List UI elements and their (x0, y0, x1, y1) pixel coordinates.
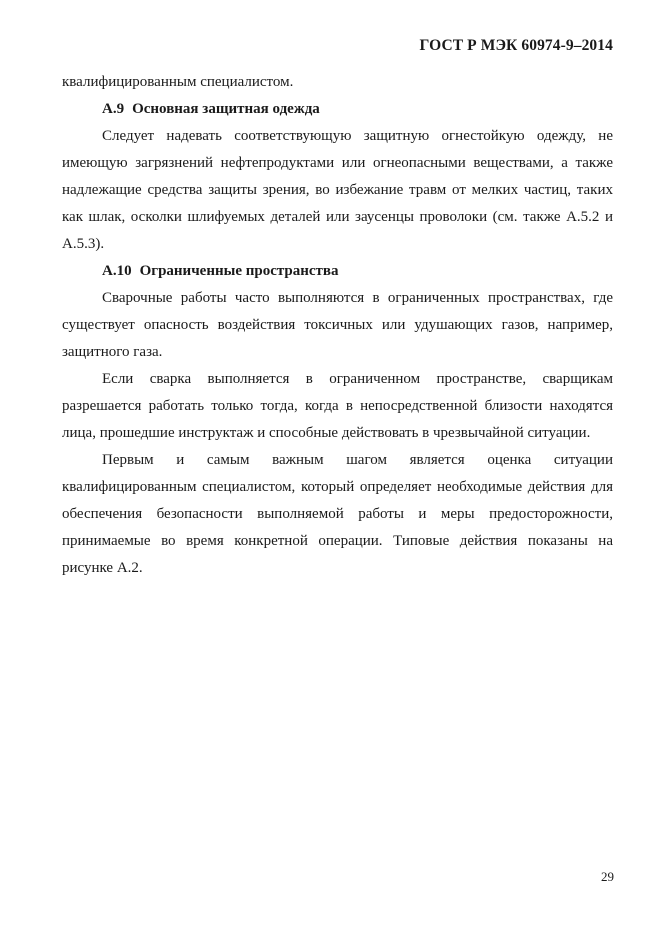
paragraph: Если сварка выполняется в ограниченном пространстве, сварщикам разрешается работать только тогда, когда в непосредственной близости находятся лица, прошедшие инструктаж и способные действовать в чрезвычайной ситуации. (62, 371, 613, 441)
page-number: 29 (601, 869, 614, 884)
section-number: A.9 (102, 101, 125, 117)
paragraph: Следует надевать соответствующую защитную огнестойкую одежду, не имеющую загрязнений нефтепродуктами или огнеопасными веществами, а также надлежащие средства защиты зрения, во избежание травм от мелких частиц, таких как шлак, осколки шлифуемых деталей или заусенцы проволоки (см. также А.5.2 и А.5.3). (62, 128, 613, 252)
section-number: A.10 (102, 263, 132, 279)
document-body (62, 69, 613, 582)
paragraph: Первым и самым важным шагом является оценка ситуации квалифицированным специалистом, который определяет необходимые действия для обеспечения безопасности выполняемой работы и меры предосторожности, принимаемые во время конкретной операции. Типовые действия показаны на рисунке А.2. (62, 452, 613, 576)
paragraph: Сварочные работы часто выполняются в ограниченных пространствах, где существует опасность воздействия токсичных или удушающих газов, например, защитного газа. (62, 290, 613, 360)
section-heading-a9 (62, 96, 613, 123)
section-heading-a10 (62, 258, 613, 285)
document-code-header: ГОСТ Р МЭК 60974-9–2014 (419, 37, 613, 54)
continuation-text: квалифицированным специалистом. (62, 74, 294, 90)
section-title: Основная защитная одежда (132, 101, 320, 117)
section-title: Ограниченные пространства (139, 263, 339, 279)
